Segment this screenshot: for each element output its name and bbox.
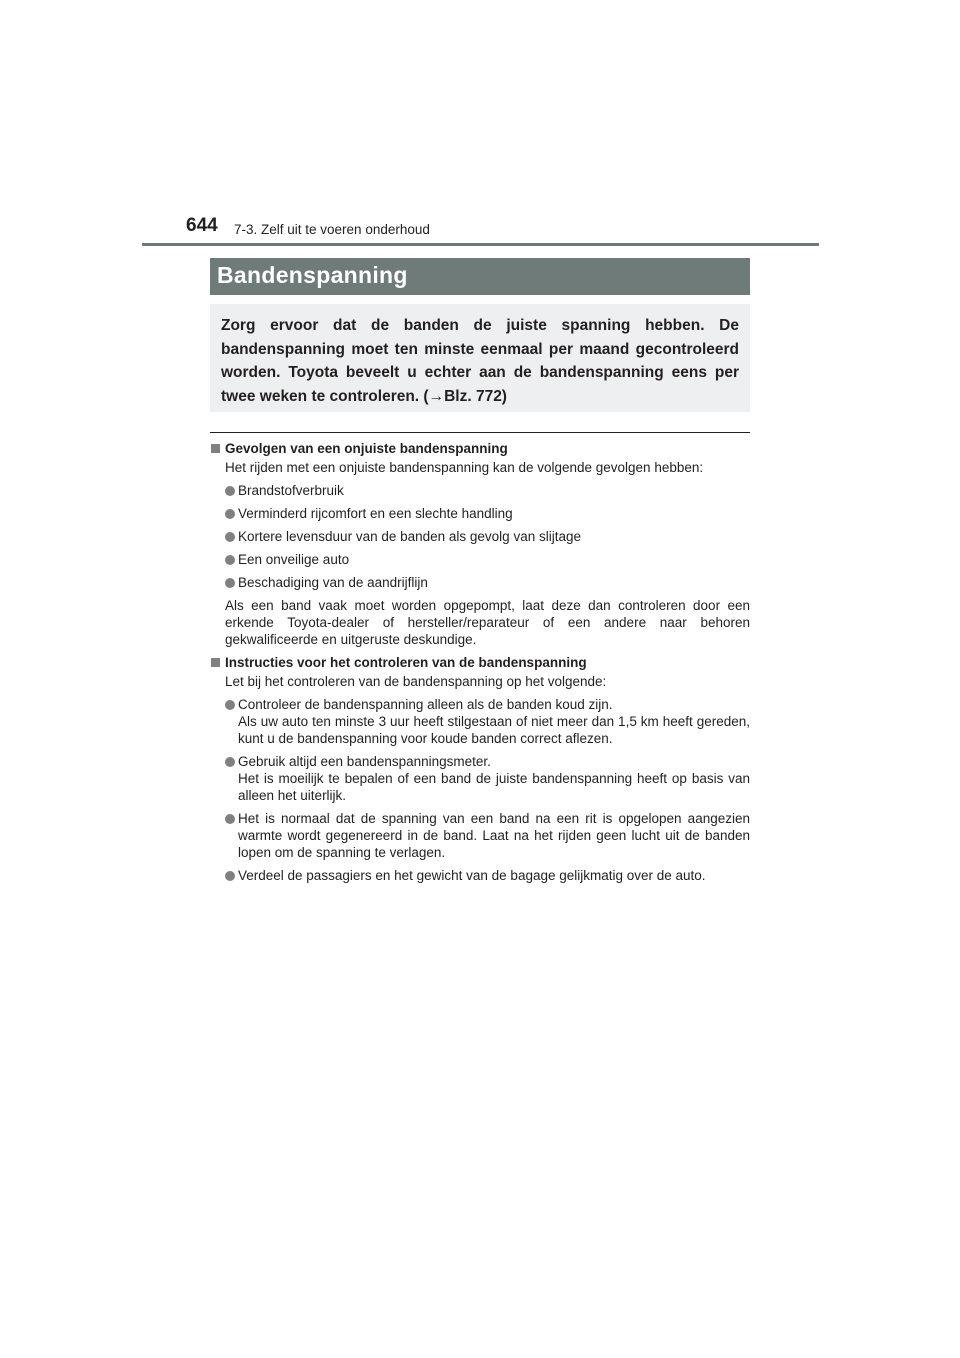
circle-bullet-icon: [225, 757, 235, 767]
circle-bullet-icon: [225, 871, 235, 881]
section-heading: [210, 440, 750, 457]
page-number: 644: [186, 215, 218, 236]
list-item: [210, 867, 750, 884]
header-rule: [142, 243, 819, 246]
list-item: [210, 551, 750, 568]
circle-bullet-icon: [225, 509, 235, 519]
section-outro: Als een band vaak moet worden opgepompt, laat deze dan controleren door een erkende Toyota-dealer of hersteller/reparateur of een andere naar behoren gekwalificeerde en uitgeruste deskundige.: [225, 598, 750, 647]
section-intro: Het rijden met een onjuiste bandenspanning kan de volgende gevolgen hebben:: [225, 460, 704, 475]
square-bullet-icon: [211, 444, 220, 453]
list-item-text: Kortere levensduur van de banden als gevolg van slijtage: [238, 529, 581, 544]
section-heading: [210, 654, 750, 671]
list-item-detail: Het is moeilijk te bepalen of een band de juiste bandenspanning heeft op basis van alleen het uiterlijk.: [238, 771, 750, 803]
circle-bullet-icon: [225, 486, 235, 496]
circle-bullet-icon: [225, 555, 235, 565]
list-item-text: Controleer de bandenspanning alleen als de banden koud zijn.: [238, 697, 613, 712]
circle-bullet-icon: [225, 700, 235, 710]
circle-bullet-icon: [225, 814, 235, 824]
list-item-text: Verdeel de passagiers en het gewicht van de bagage gelijkmatig over de auto.: [238, 868, 706, 883]
intro-box: [210, 304, 750, 412]
intro-text: Zorg ervoor dat de banden de juiste spanning hebben. De bandenspanning moet ten minste eenmaal per maand gecontroleerd worden. Toyota beveelt u echter aan de bandenspanning eens per twee weken te controleren. (→Blz. 772): [221, 317, 739, 405]
list-item-text: Het is normaal dat de spanning van een band na een rit is opgelopen aangezien warmte wordt gegenereerd in de band. Laat na het rijden geen lucht uit de banden lopen om de spanning te verlagen.: [238, 811, 750, 860]
list-item: [210, 753, 750, 804]
section-heading-text: Gevolgen van een onjuiste bandenspanning: [225, 441, 508, 456]
list-item: [210, 574, 750, 591]
content: [210, 440, 750, 890]
list-item-detail: Als uw auto ten minste 3 uur heeft stilgestaan of niet meer dan 1,5 km heeft gereden, kunt u de bandenspanning voor koude banden correct aflezen.: [238, 714, 750, 746]
list-item-text: Gebruik altijd een bandenspanningsmeter.: [238, 754, 491, 769]
list-item: [210, 528, 750, 545]
list-item-text: Brandstofverbruik: [238, 483, 344, 498]
section-reference: 7-3. Zelf uit te voeren onderhoud: [234, 222, 430, 237]
square-bullet-icon: [211, 658, 220, 667]
section-intro: Let bij het controleren van de bandenspanning op het volgende:: [225, 674, 607, 689]
divider: [210, 432, 750, 433]
circle-bullet-icon: [225, 532, 235, 542]
page-title: Bandenspanning: [217, 262, 408, 288]
list-item-text: Beschadiging van de aandrijflijn: [238, 575, 428, 590]
list-item: [210, 505, 750, 522]
section-heading-text: Instructies voor het controleren van de bandenspanning: [225, 655, 587, 670]
circle-bullet-icon: [225, 578, 235, 588]
list-item-text: Verminderd rijcomfort en een slechte handling: [238, 506, 513, 521]
title-bar: [210, 258, 750, 295]
list-item: [210, 810, 750, 861]
list-item-text: Een onveilige auto: [238, 552, 350, 567]
list-item: [210, 696, 750, 747]
list-item: [210, 482, 750, 499]
